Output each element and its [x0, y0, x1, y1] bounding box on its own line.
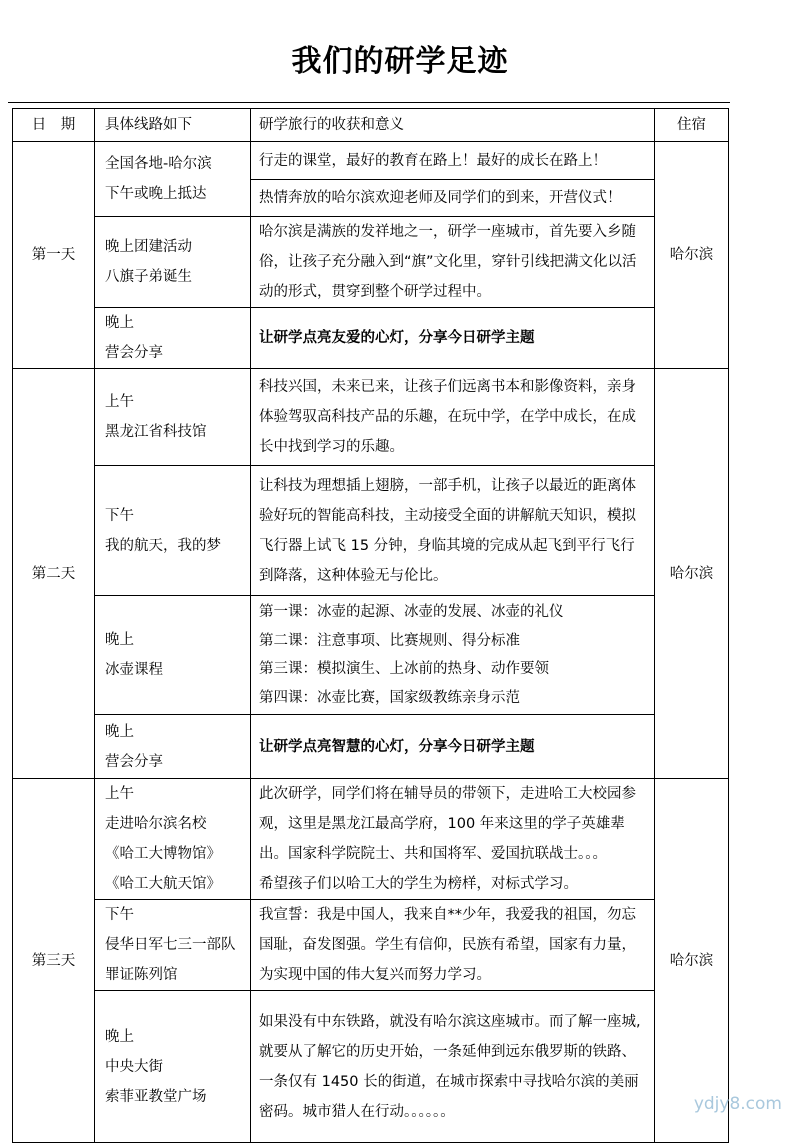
meaning-cell: 行走的课堂，最好的教育在路上！最好的成长在路上！ [251, 142, 655, 180]
route-cell [95, 466, 251, 596]
header-lodging: 住宿 [655, 109, 729, 142]
lesson-line: 第三课：模拟演生、上冰前的热身、动作要领 [259, 661, 549, 677]
page-title: 我们的研学足迹 [291, 44, 509, 79]
table-row [13, 596, 729, 715]
table-row [13, 369, 729, 466]
meaning-cell: 如果没有中东铁路，就没有哈尔滨这座城市。而了解一座城,就要从了解它的历史开始，一条延伸到远东俄罗斯的铁路、一条仅有 1450 长的街道，在城市探索中寻找哈尔滨的美丽密码。城市猎人在行动。。。。。。 [251, 991, 655, 1143]
meaning-cell: 热情奔放的哈尔滨欢迎老师及同学们的到来，开营仪式！ [251, 180, 655, 217]
route-line: 营会分享 [105, 345, 163, 361]
top-rule [8, 102, 730, 103]
table-row [13, 142, 729, 180]
route-cell [95, 142, 251, 217]
route-line: 下午 [105, 907, 134, 923]
meaning-cell: 希望孩子们以哈工大的学生为榜样，对标式学习。 [251, 869, 655, 900]
route-line: 我的航天，我的梦 [105, 537, 221, 554]
route-cell [95, 596, 251, 715]
meaning-cell: 此次研学，同学们将在辅导员的带领下，走进哈工大校园参观，这里是黑龙江最高学府，100 年来这里的学子英雄辈出。国家科学院院士、共和国将军、爱国抗联战士。。。 [251, 779, 655, 870]
header-route: 具体线路如下 [95, 109, 251, 142]
route-cell [95, 900, 251, 991]
meaning-cell: 我宣誓：我是中国人，我来自**少年，我爱我的祖国，勿忘国耻，奋发图强。学生有信仰，民族有希望，国家有力量，为实现中国的伟大复兴而努力学习。 [251, 900, 655, 991]
meaning-cell [251, 596, 655, 715]
route-line: 罪证陈列馆 [105, 967, 178, 983]
header-date: 日 期 [13, 109, 95, 142]
route-line: 《哈工大航天馆》 [105, 876, 221, 892]
route-line: 营会分享 [105, 753, 163, 770]
table-row [13, 779, 729, 870]
route-cell [95, 715, 251, 779]
route-line: 索菲亚教堂广场 [105, 1088, 207, 1105]
table-row [13, 991, 729, 1143]
meaning-cell: 让科技为理想插上翅膀，一部手机，让孩子以最近的距离体验好玩的智能高科技，主动接受全面的讲解航天知识，模拟飞行器上试飞 15 分钟，身临其境的完成从起飞到平行飞行到降落，这种体验无与伦比。 [251, 466, 655, 596]
meaning-cell: 科技兴国，未来已来，让孩子们远离书本和影像资料，亲身体验驾驭高科技产品的乐趣，在玩中学，在学中成长，在成长中找到学习的乐趣。 [251, 369, 655, 466]
lodging-cell: 哈尔滨 [655, 369, 729, 779]
route-line: 晚上 [105, 632, 134, 648]
route-cell [95, 779, 251, 900]
lesson-line: 第一课：冰壶的起源、冰壶的发展、冰壶的礼仪 [259, 604, 564, 620]
header-meaning: 研学旅行的收获和意义 [251, 109, 655, 142]
route-line: 晚上 [105, 723, 134, 740]
table-row [13, 308, 729, 369]
route-line: 晚上 [105, 315, 134, 331]
lesson-line: 第四课：冰壶比赛，国家级教练亲身示范 [259, 689, 520, 706]
lesson-line: 第二课：注意事项、比赛规则、得分标准 [259, 632, 520, 649]
route-line: 晚上团建活动 [105, 239, 192, 255]
route-cell [95, 217, 251, 308]
day-label: 第一天 [13, 142, 95, 369]
route-line: 侵华日军七三一部队 [105, 937, 236, 953]
header-row [13, 109, 729, 142]
route-line: 《哈工大博物馆》 [105, 846, 221, 862]
route-line: 上午 [105, 394, 134, 410]
table-row [13, 217, 729, 308]
route-line: 上午 [105, 786, 134, 802]
day-label: 第三天 [13, 779, 95, 1143]
route-line: 八旗子弟诞生 [105, 269, 192, 285]
route-line: 晚上 [105, 1028, 134, 1045]
route-line: 下午或晚上抵达 [105, 186, 207, 202]
route-line: 冰壶课程 [105, 662, 163, 678]
route-cell [95, 369, 251, 466]
watermark: ydjy8.com [693, 1094, 782, 1114]
route-line: 中央大街 [105, 1058, 163, 1075]
table-row [13, 466, 729, 596]
table-row [13, 715, 729, 779]
meaning-cell: 哈尔滨是满族的发祥地之一，研学一座城市，首先要入乡随俗，让孩子充分融入到“旗”文化里，穿针引线把满文化以活动的形式，贯穿到整个研学过程中。 [251, 217, 655, 308]
lodging-cell: 哈尔滨 [655, 779, 729, 1143]
route-line: 下午 [105, 507, 134, 524]
route-cell [95, 308, 251, 369]
meaning-cell: 让研学点亮友爱的心灯，分享今日研学主题 [251, 308, 655, 369]
route-line: 走进哈尔滨名校 [105, 816, 207, 832]
day-label: 第二天 [13, 369, 95, 779]
meaning-cell: 让研学点亮智慧的心灯，分享今日研学主题 [251, 715, 655, 779]
route-cell [95, 991, 251, 1143]
itinerary-table [12, 108, 729, 1143]
route-line: 黑龙江省科技馆 [105, 424, 207, 440]
lodging-cell: 哈尔滨 [655, 142, 729, 369]
table-row [13, 900, 729, 991]
route-line: 全国各地-哈尔滨 [105, 156, 212, 172]
